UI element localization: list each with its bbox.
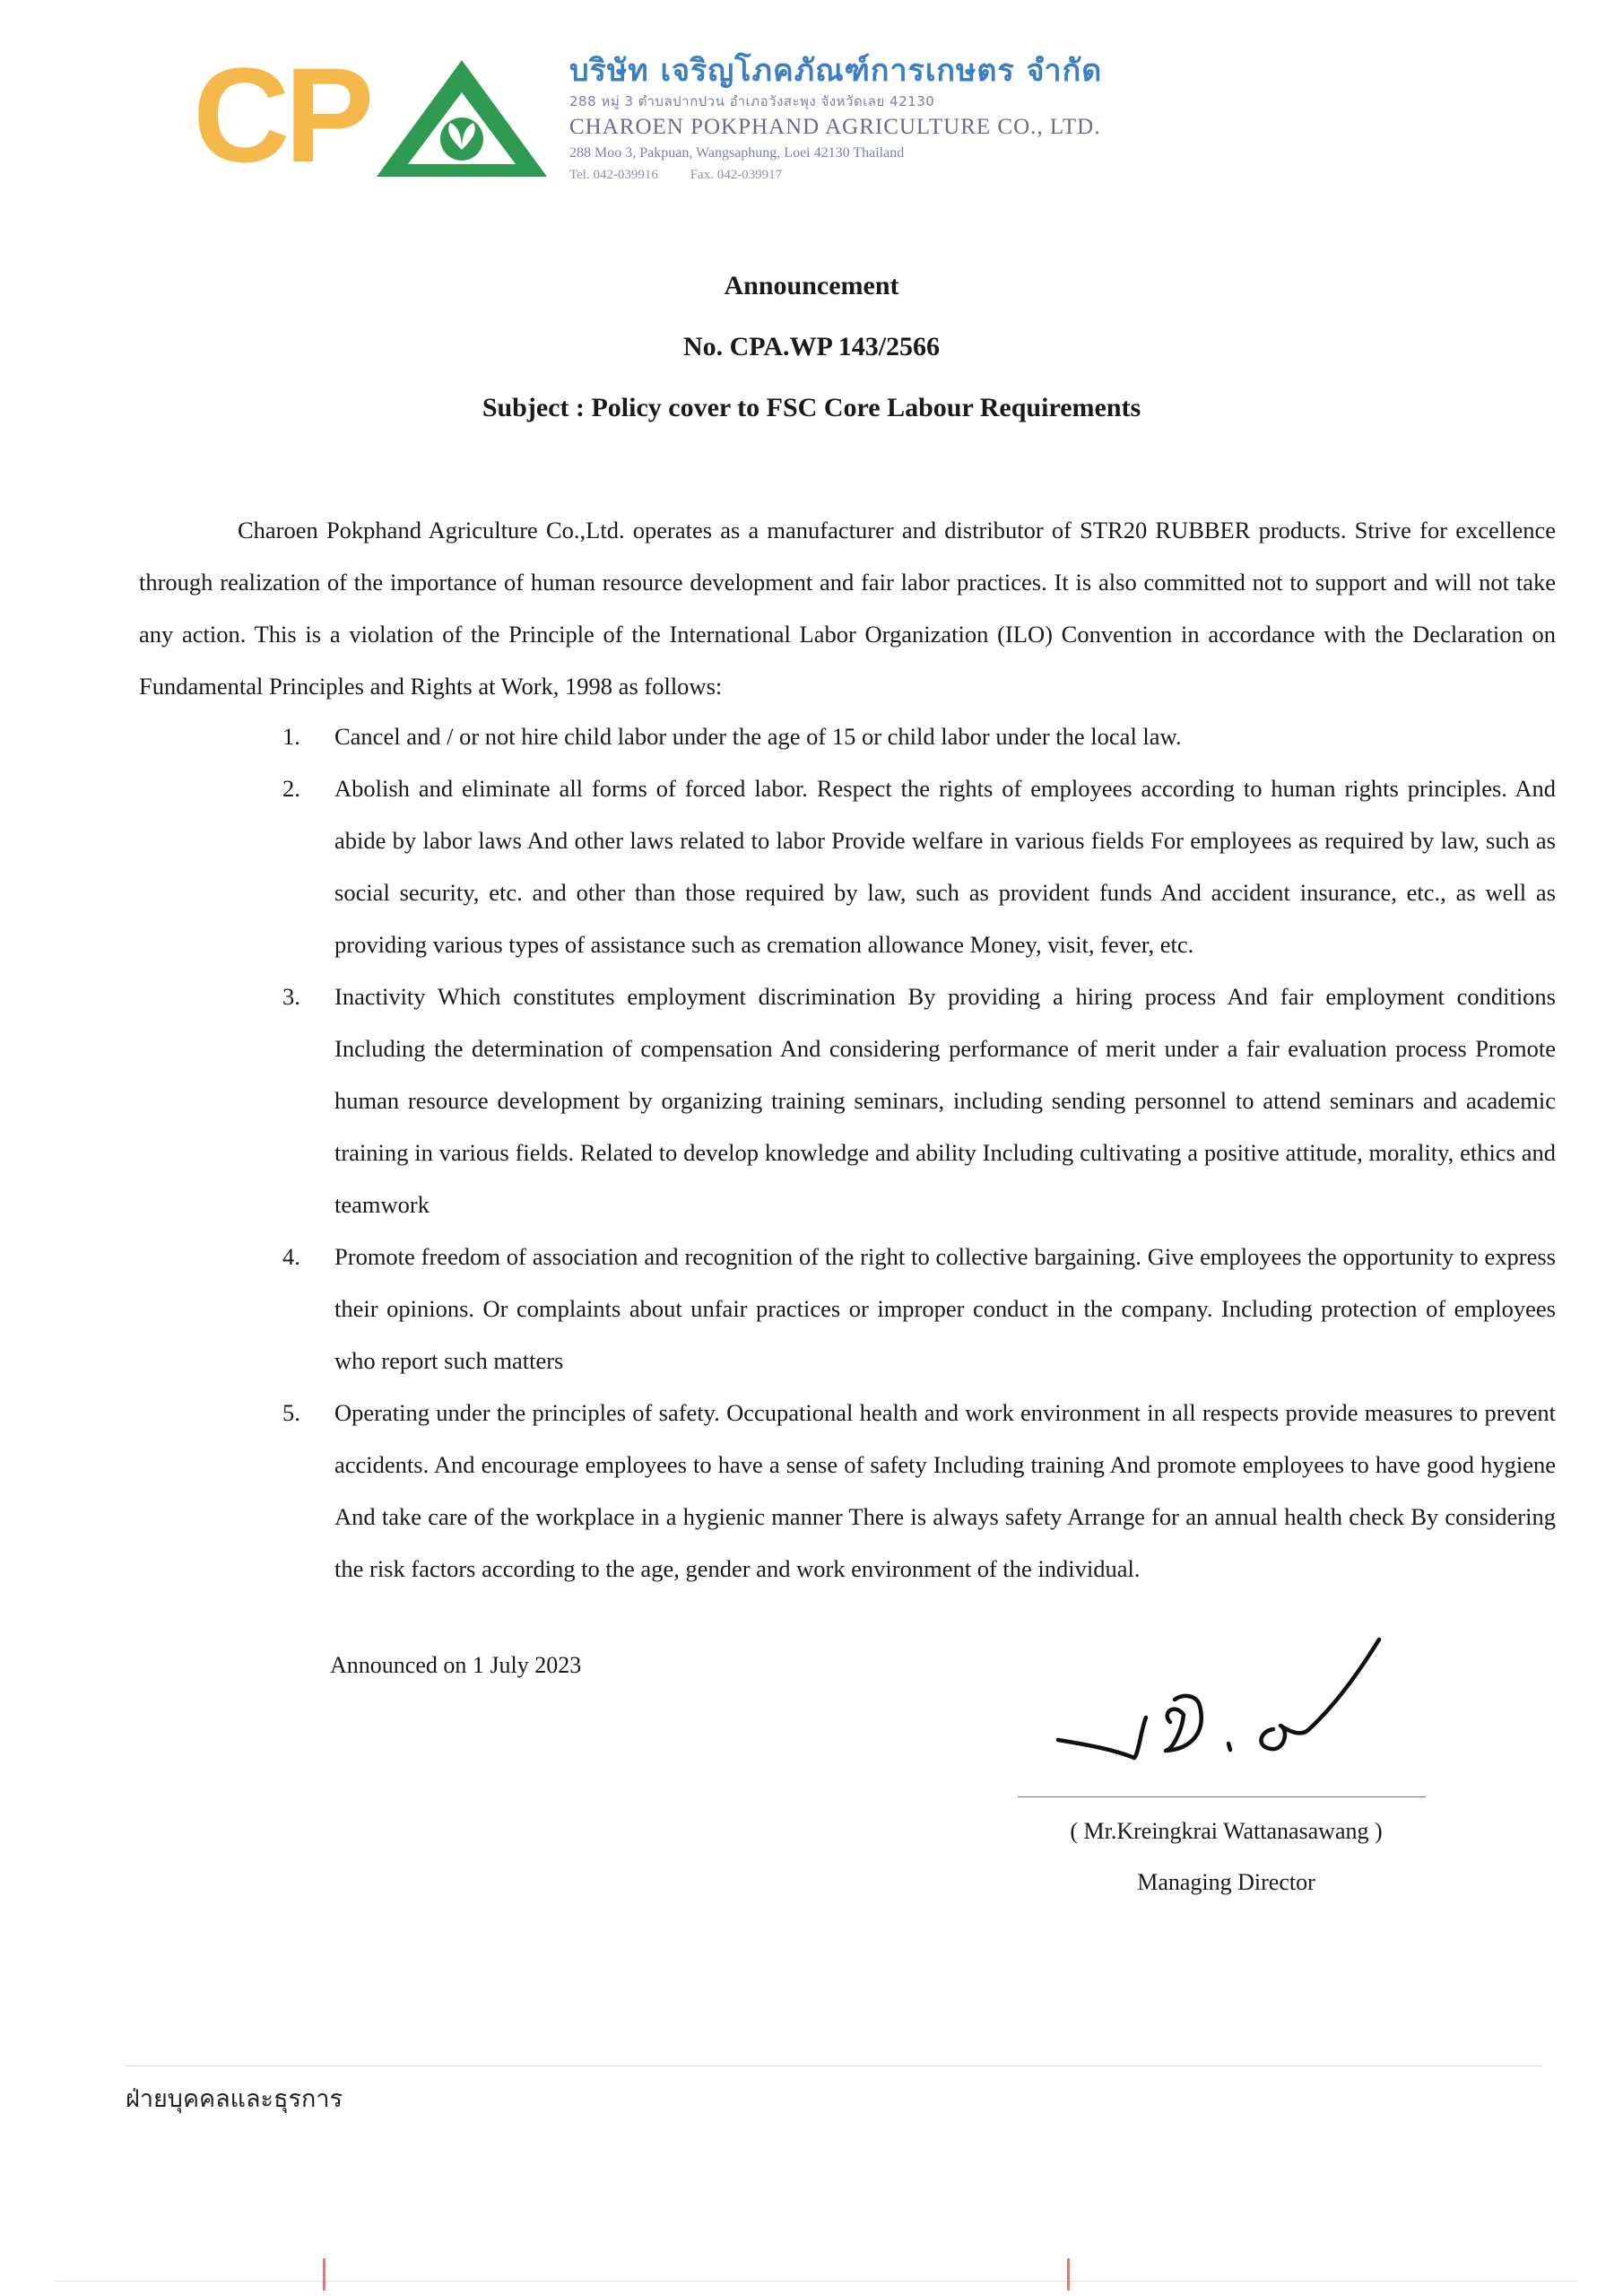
company-details [569,51,1287,186]
cpa-logo [193,49,551,184]
logo-triangle-icon [377,60,547,177]
company-tel: Tel. 042-039916 [569,168,658,182]
list-item-number: 3. [282,983,300,1010]
company-address-english: 288 Moo 3, Pakpuan, Wangsaphung, Loei 42130 Thailand [569,145,905,161]
list-item-text: Cancel and / or not hire child labor under the age of 15 or child labor under the local law. [334,723,1182,750]
footer-department: ฝ่ายบุคคลและธุรการ [126,2085,343,2113]
list-item-text: Promote freedom of association and recognition of the right to collective bargaining. Give employees the opportunity to express their opinions. Or complaints about unfair practices or improper conduct in the company. Including protection of employees who report such matters [334,1243,1556,1374]
announcement-title: Announcement [724,271,899,300]
handwritten-signature [1049,1632,1426,1794]
scan-mark [1067,2258,1070,2291]
logo-cp-text: CP [193,49,369,184]
list-item-number: 2. [282,775,300,802]
signer-name: ( Mr.Kreingkrai Wattanasawang ) [1070,1818,1383,1844]
intro-paragraph: Charoen Pokphand Agriculture Co.,Ltd. operates as a manufacturer and distributor of STR20 RUBBER products. Strive for excellence through realization of the importance of human resource development and fair labor practices. It is also committed not to support and will not take any action. This is a violation of the Principle of the International Labor Organization (ILO) Convention in accordance with the Declaration on Fundamental Principles and Rights at Work, 1998 as follows: [139,517,1556,700]
list-item [139,1387,1556,1595]
list-item-number: 5. [282,1399,300,1426]
list-item-text: Operating under the principles of safety. Occupational health and work environment in all respects provide measures to prevent accidents. And encourage employees to have a sense of safety Including training And promote employees to have good hygiene And take care of the workplace in a hygienic manner There is always safety Arrange for an annual health check By considering the risk factors according to the age, gender and work environment of the individual. [334,1399,1556,1582]
letterhead [193,49,1269,193]
scan-mark [323,2258,325,2291]
list-item [139,1231,1556,1387]
list-item-text: Inactivity Which constitutes employment discrimination By providing a hiring process And fair employment conditions Including the determination of compensation And considering performance of merit under a fair evaluation process Promote human resource development by organizing training seminars, including sending personnel to attend seminars and academic training in various fields. Related to develop knowledge and ability Including cultivating a positive attitude, morality, ethics and teamwork [334,983,1556,1218]
company-address-thai: 288 หมู่ 3 ตำบลปากปวน อำเภอวังสะพุง จังหวัดเลย 42130 [569,93,935,109]
company-fax: Fax. 042-039917 [690,168,783,182]
announcement-subject: Subject : Policy cover to FSC Core Labour Requirements [482,393,1141,422]
company-contact [569,164,1287,186]
list-item [139,762,1556,970]
signer-title: Managing Director [1137,1869,1315,1895]
list-item-number: 4. [282,1243,300,1270]
list-item-number: 1. [282,723,300,750]
announcement-number: No. CPA.WP 143/2566 [682,332,941,361]
list-item [139,970,1556,1231]
signature-line [1018,1796,1426,1797]
bottom-edge-line [54,2281,1578,2282]
announced-date: Announced on 1 July 2023 [330,1652,582,1678]
policy-list [139,710,1556,1595]
company-name-thai: บริษัท เจริญโภคภัณฑ์การเกษตร จำกัด [569,53,1103,89]
list-item-text: Abolish and eliminate all forms of forced labor. Respect the rights of employees according to human rights principles. And abide by labor laws And other laws related to labor Provide welfare in various fields For employees as required by law, such as social security, etc. and other than those required by law, such as provident funds And accident insurance, etc., as well as providing various types of assistance such as cremation allowance Money, visit, fever, etc. [334,775,1556,958]
intro-section [139,504,1556,712]
company-name-english: CHAROEN POKPHAND AGRICULTURE CO., LTD. [569,115,1101,139]
list-item [139,710,1556,762]
